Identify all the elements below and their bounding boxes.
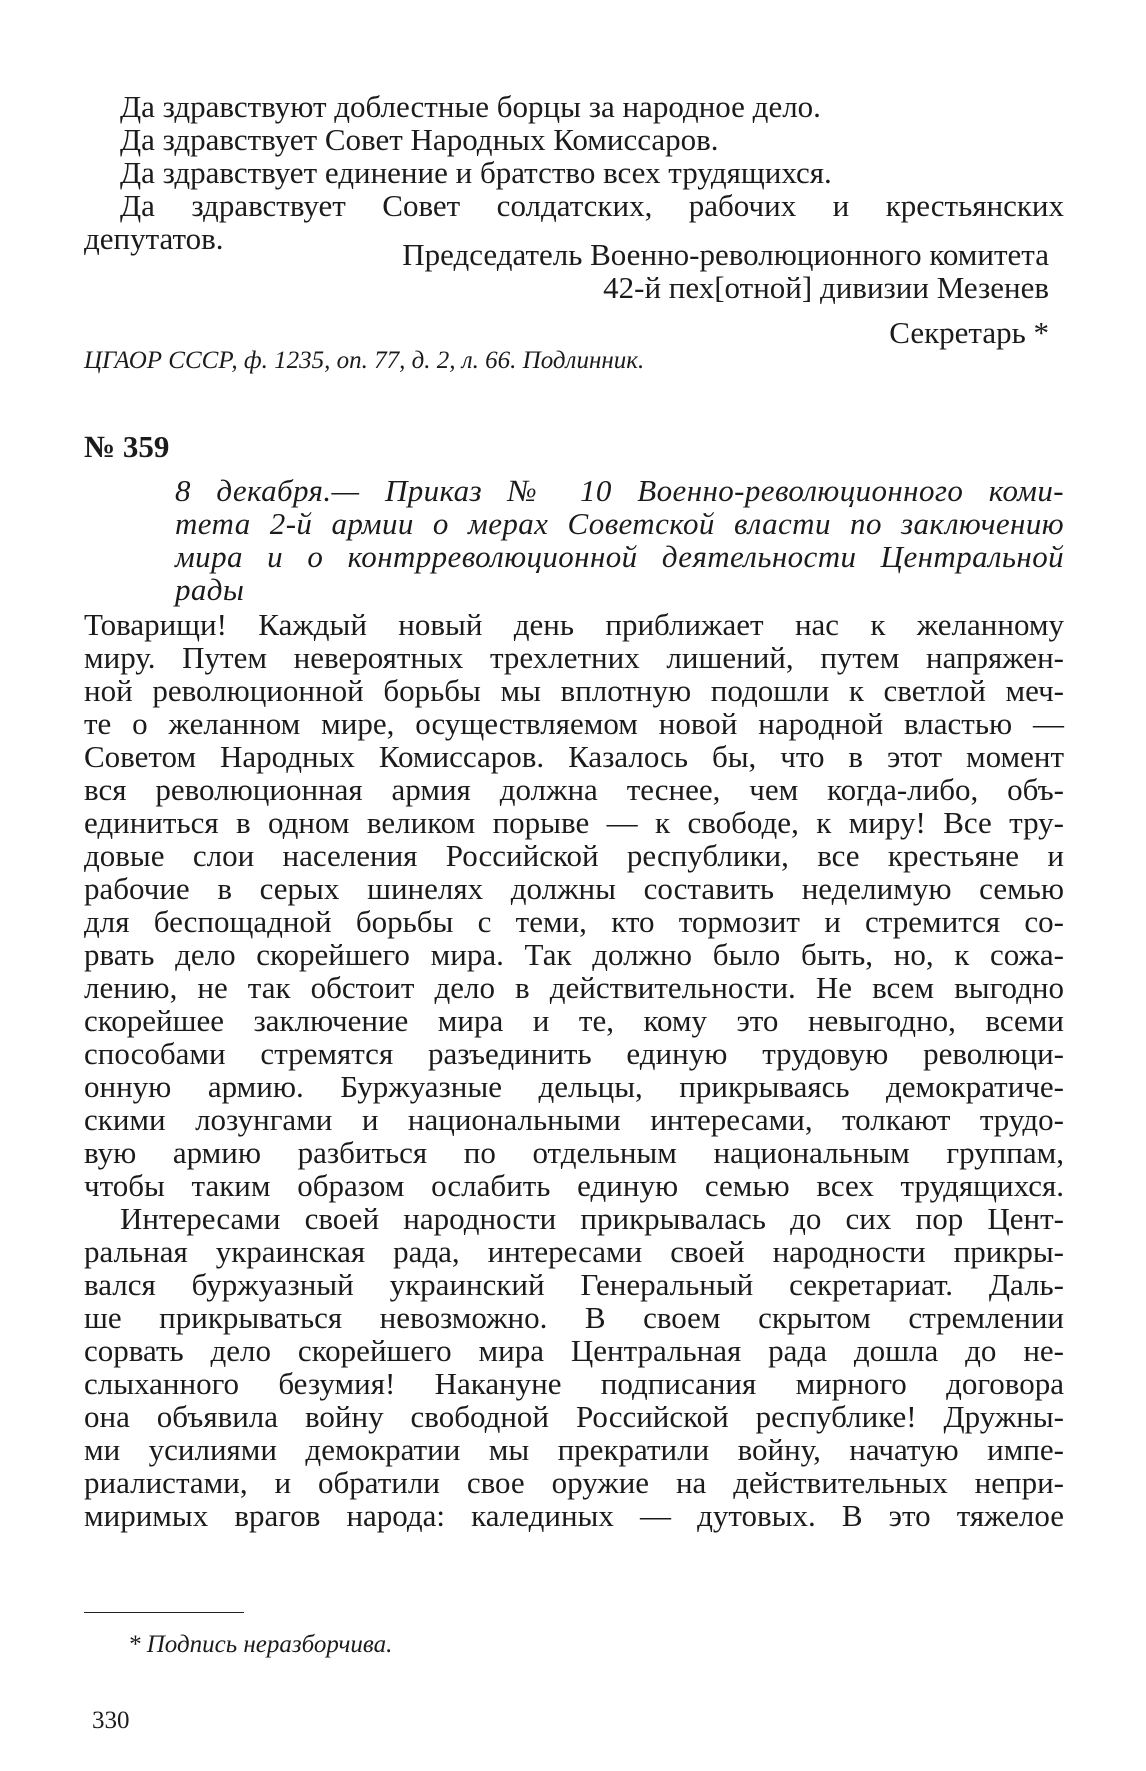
text-line: ральная украинская рада, интересами своей народности прикры- (84, 1234, 1064, 1269)
text-line: единиться в одном великом порыве — к свободе, к миру! Все тру- (84, 805, 1064, 840)
heading-line: тета 2-й армии о мерах Советской власти по заключению (175, 506, 1064, 541)
document-heading (175, 474, 1064, 606)
text-line: рвать дело скорейшего мира. Так должно было быть, но, к сожа- (84, 937, 1064, 972)
signature-block (84, 238, 1049, 349)
text-line: те о желанном мире, осуществляемом новой народной властью — (84, 706, 1064, 741)
text-line: Интересами своей народности прикрывалась до сих пор Цент- (120, 1201, 1064, 1236)
paragraph-2 (84, 1202, 1064, 1532)
text-line: Товарищи! Каждый новый день приближает нас к желанному (84, 607, 1064, 642)
signature-line: 42-й пех[отной] дивизии Мезенев (603, 270, 1049, 305)
page-number: 330 (92, 1707, 130, 1734)
text-line: онную армию. Буржуазные дельцы, прикрываясь демократиче- (84, 1069, 1064, 1104)
text-line: довые слои населения Российской республики, все крестьяне и (84, 838, 1064, 873)
text-line: лению, не так обстоит дело в действительности. Не всем выгодно (84, 970, 1064, 1005)
text-line: Да здравствует Совет Народных Комиссаров. (120, 122, 719, 157)
text-line: вался буржуазный украинский Генеральный секретариат. Даль- (84, 1267, 1064, 1302)
text-line: Да здравствует Совет солдатских, рабочих и крестьянских (120, 188, 1064, 223)
text-line: сорвать дело скорейшего мира Центральная рада дошла до не- (84, 1333, 1064, 1368)
heading-line: рады (175, 572, 245, 607)
signature-line: Председатель Военно-революционного комитета (402, 237, 1049, 272)
text-line: ми усилиями демократии мы прекратили войну, начатую импе- (84, 1432, 1064, 1467)
text-line: ше прикрываться невозможно. В своем скрытом стремлении (84, 1300, 1064, 1335)
footnote-rule (84, 1612, 244, 1613)
footnote: * Подпись неразборчива. (128, 1631, 393, 1658)
text-line: она объявила войну свободной Российской республике! Дружны- (84, 1399, 1064, 1434)
text-line: миру. Путем невероятных трехлетних лишений, путем напряжен- (84, 640, 1064, 675)
text-line: чтобы таким образом ослабить единую семью всех трудящихся. (84, 1168, 1064, 1203)
text-line: Да здравствуют доблестные борцы за народное дело. (120, 89, 821, 124)
closing-slogans (84, 90, 1064, 255)
signature-line: Секретарь * (889, 315, 1049, 350)
paragraph-1 (84, 608, 1064, 1202)
text-line: рабочие в серых шинелях должны составить неделимую семью (84, 871, 1064, 906)
text-line: Советом Народных Комиссаров. Казалось бы, что в этот момент (84, 739, 1064, 774)
heading-line: мира и о контрреволюционной деятельности Центральной (175, 539, 1064, 574)
source-citation: ЦГАОР СССР, ф. 1235, оп. 77, д. 2, л. 66. Подлинник. (84, 347, 645, 374)
text-line: вся революционная армия должна теснее, чем когда-либо, объ- (84, 772, 1064, 807)
document-number: № 359 (84, 429, 170, 464)
text-line: слыханного безумия! Накануне подписания мирного договора (84, 1366, 1064, 1401)
text-line: миримых врагов народа: калединых — дутовых. В это тяжелое (84, 1498, 1064, 1533)
text-line: риалистами, и обратили свое оружие на действительных непри- (84, 1465, 1064, 1500)
text-line: вую армию разбиться по отдельным национальным группам, (84, 1135, 1064, 1170)
text-line: для беспощадной борьбы с теми, кто тормозит и стремится со- (84, 904, 1064, 939)
text-line: Да здравствует единение и братство всех трудящихся. (120, 155, 832, 190)
text-line: способами стремятся разъединить единую трудовую революци- (84, 1036, 1064, 1071)
heading-line: 8 декабря.— Приказ № 10 Военно-революционного коми- (175, 473, 1064, 508)
text-line: скорейшее заключение мира и те, кому это невыгодно, всеми (84, 1003, 1064, 1038)
archive-source (84, 346, 1064, 376)
text-line: ной революционной борьбы мы вплотную подошли к светлой меч- (84, 673, 1064, 708)
text-line: скими лозунгами и национальными интересами, толкают трудо- (84, 1102, 1064, 1137)
text-line: депутатов. (84, 221, 224, 256)
